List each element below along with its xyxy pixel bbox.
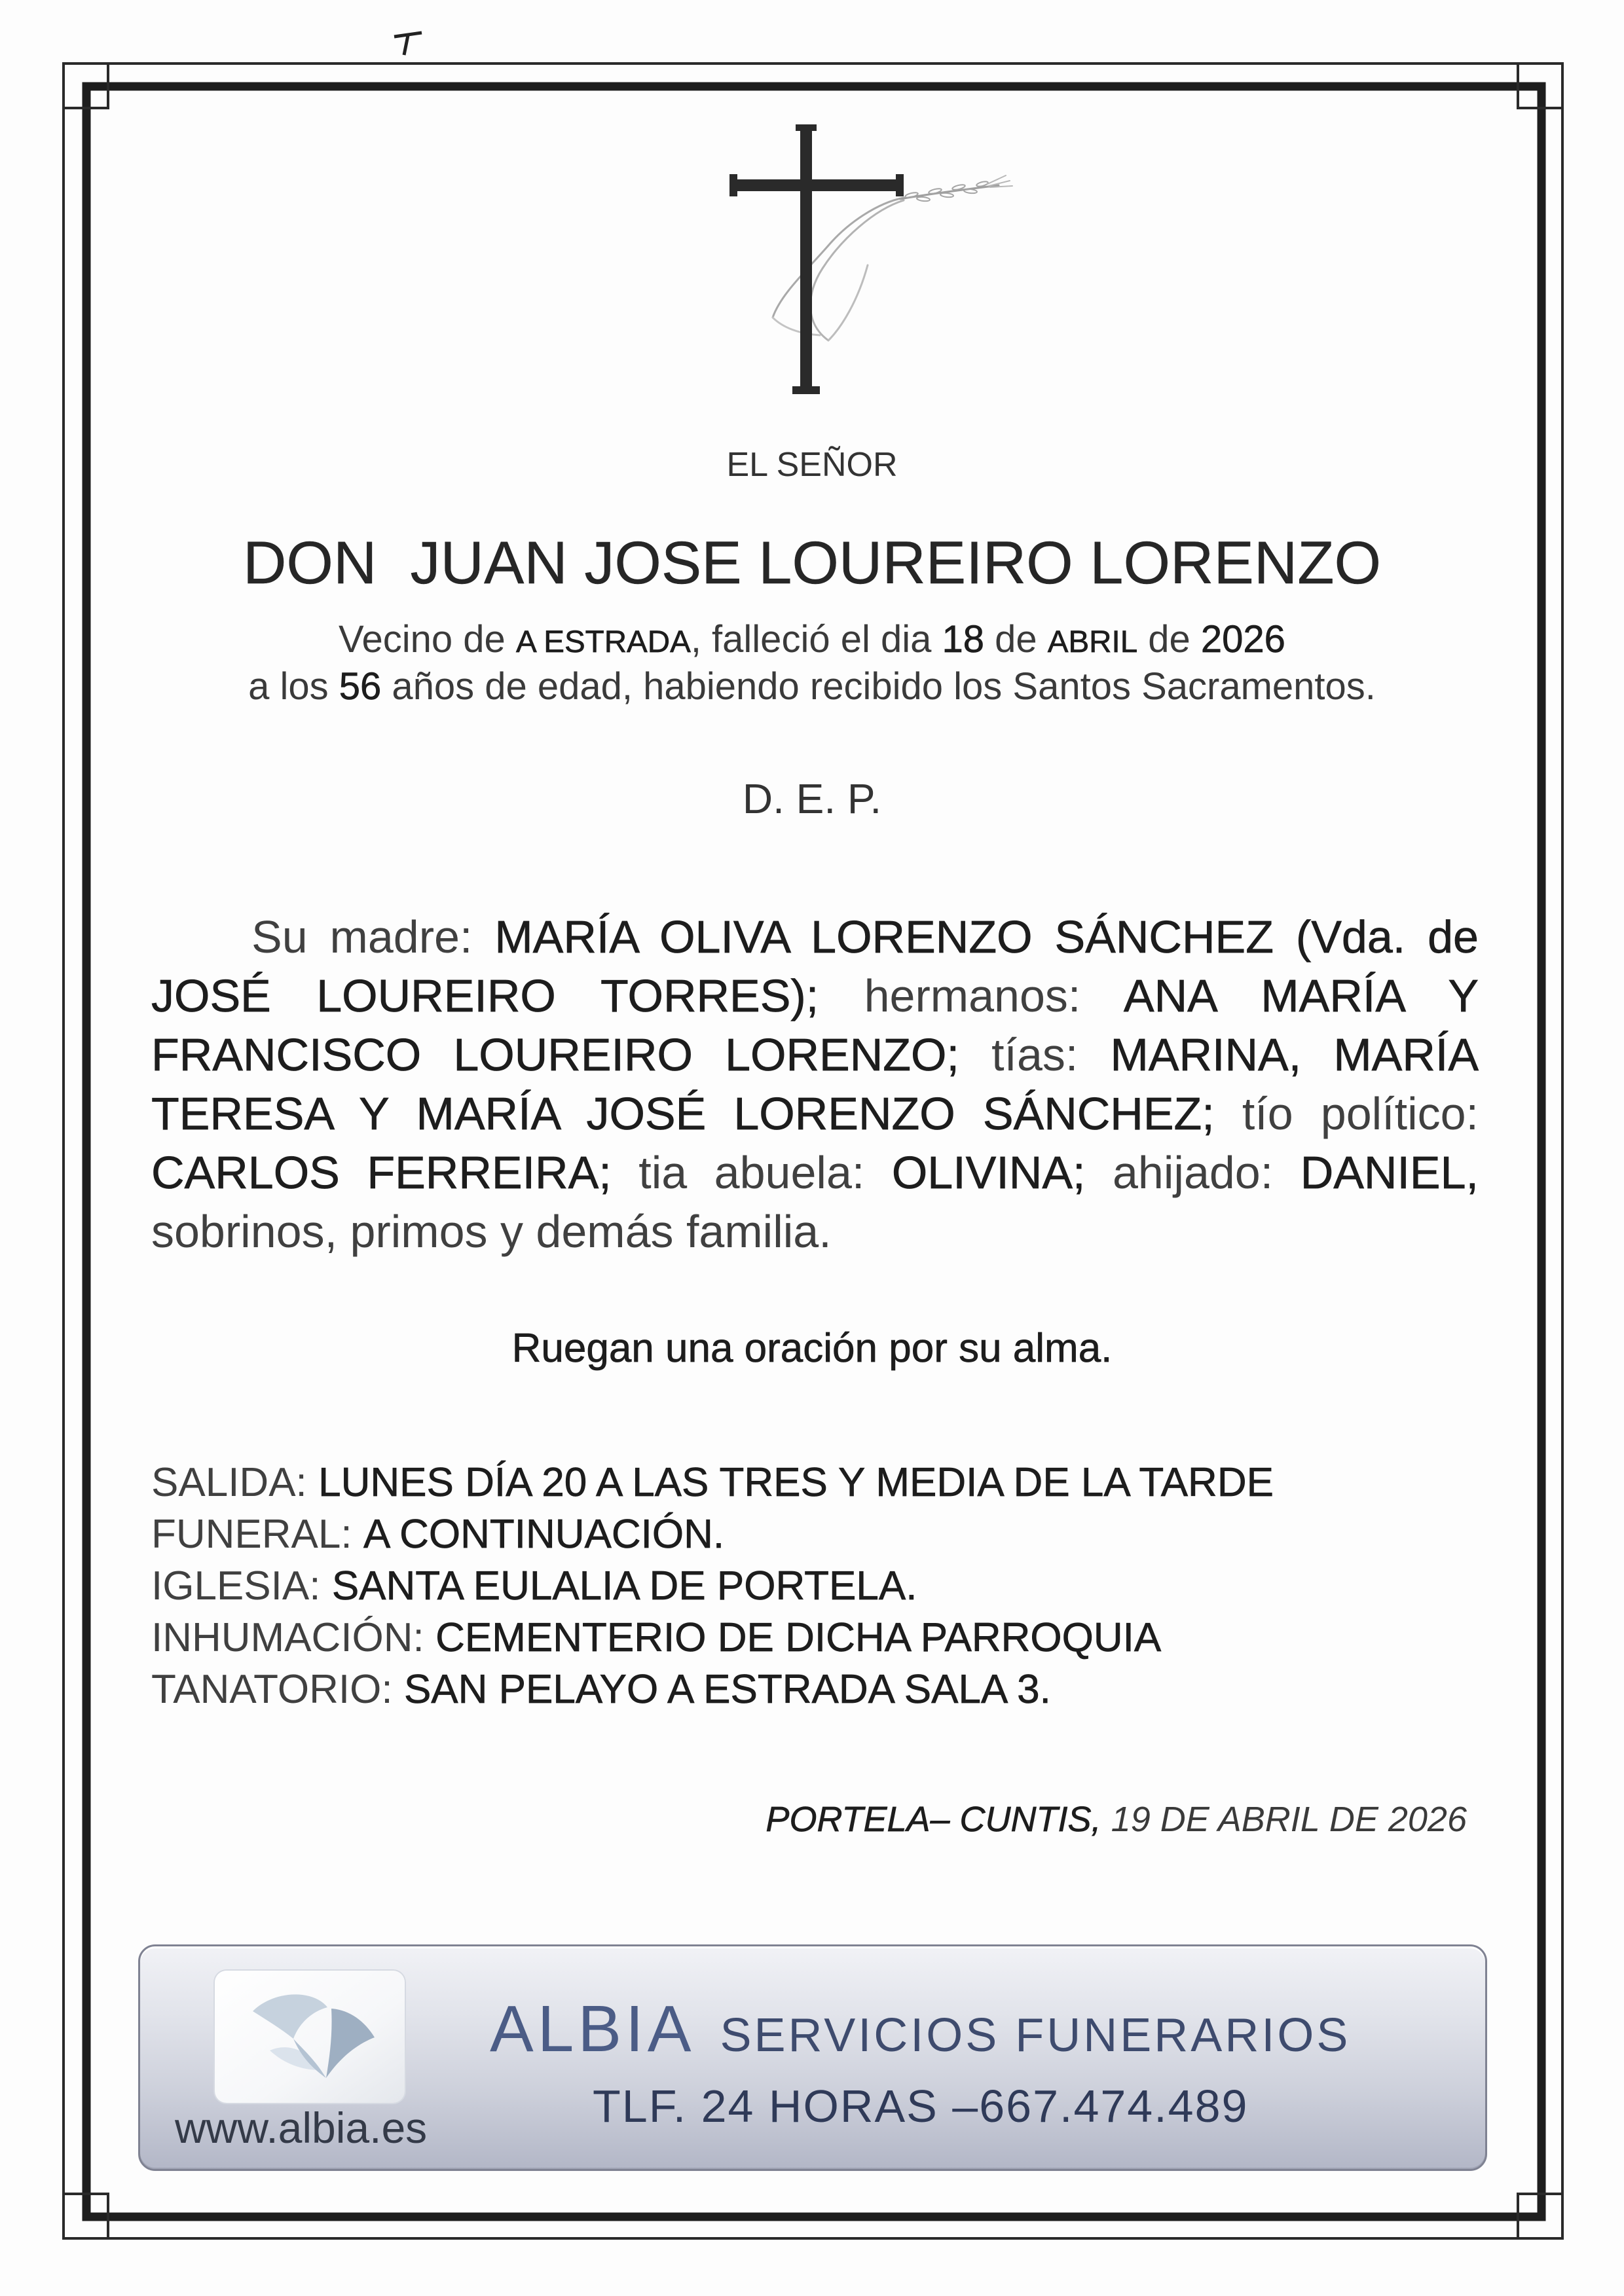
residence-death-line xyxy=(0,616,1624,666)
family-line xyxy=(151,1143,1479,1202)
service-row-iglesia xyxy=(151,1560,1274,1612)
place-date xyxy=(766,1798,1467,1840)
brand-tagline: SERVICIOS FUNERARIOS xyxy=(720,2009,1351,2062)
details-text: a los xyxy=(248,665,339,708)
funeral-home-banner xyxy=(138,1944,1487,2171)
relative-name: JOSÉ LOUREIRO TORRES); xyxy=(151,970,819,1021)
service-value: LUNES DÍA 20 A LAS TRES Y MEDIA DE LA TARDE xyxy=(318,1460,1274,1505)
rip-abbreviation: D. E. P. xyxy=(742,775,882,822)
service-label: INHUMACIÓN: xyxy=(151,1615,424,1660)
family-line xyxy=(151,907,1479,966)
website-url: www.albia.es xyxy=(175,2104,428,2152)
relative-name: DANIEL, xyxy=(1300,1147,1479,1198)
honorific: EL SEÑOR xyxy=(726,446,898,484)
relation-label: hermanos: xyxy=(819,970,1124,1021)
relative-name: CARLOS FERREIRA; xyxy=(151,1147,612,1198)
relation-label: tia abuela: xyxy=(611,1147,892,1198)
service-label: TANATORIO: xyxy=(151,1667,393,1712)
service-label: IGLESIA: xyxy=(151,1563,321,1609)
service-schedule xyxy=(151,1457,1274,1715)
family-line xyxy=(151,1084,1479,1143)
death-day: 18 xyxy=(942,618,984,661)
scan-mark xyxy=(390,29,427,58)
service-label: FUNERAL: xyxy=(151,1512,352,1557)
family-line xyxy=(151,1202,1479,1261)
phone-number: TLF. 24 HORAS –667.474.489 xyxy=(593,2081,1249,2132)
town: A ESTRADA xyxy=(515,625,691,659)
service-value: A CONTINUACIÓN. xyxy=(363,1512,725,1557)
relation-label: ahijado: xyxy=(1085,1147,1301,1198)
family-line xyxy=(151,966,1479,1025)
service-row-funeral xyxy=(151,1508,1274,1560)
details-text: Vecino de xyxy=(339,618,516,661)
relation-label: sobrinos, primos y demás familia. xyxy=(151,1206,832,1257)
albia-logo-icon xyxy=(215,1971,405,2103)
brand-row xyxy=(490,1992,1351,2066)
age: 56 xyxy=(339,665,382,708)
relative-name: TERESA Y MARÍA JOSÉ LORENZO SÁNCHEZ; xyxy=(151,1088,1215,1139)
relative-name: ANA MARÍA Y xyxy=(1123,970,1479,1021)
service-value: CEMENTERIO DE DICHA PARROQUIA xyxy=(435,1615,1162,1660)
family-paragraph xyxy=(151,907,1479,1261)
relative-name: MARINA, MARÍA xyxy=(1110,1029,1479,1080)
deceased-name: DON JUAN JOSE LOUREIRO LORENZO xyxy=(242,530,1382,596)
details-text: , falleció el dia xyxy=(690,618,942,661)
cross-ornament xyxy=(707,118,1022,406)
relation-label: tías: xyxy=(959,1029,1111,1080)
signature-place: PORTELA– CUNTIS, xyxy=(766,1800,1101,1839)
service-value: SANTA EULALIA DE PORTELA. xyxy=(331,1563,917,1609)
relation-label: tío político: xyxy=(1214,1088,1479,1139)
signature-date: 19 DE ABRIL DE 2026 xyxy=(1111,1800,1467,1839)
details-text: de xyxy=(1137,618,1201,661)
family-line xyxy=(151,1025,1479,1084)
death-year: 2026 xyxy=(1200,618,1285,661)
service-row-salida xyxy=(151,1457,1274,1508)
service-row-tanatorio xyxy=(151,1664,1274,1715)
relative-name: FRANCISCO LOUREIRO LORENZO; xyxy=(151,1029,959,1080)
details-text: años de edad, habiendo recibido los Santos Sacramentos. xyxy=(381,665,1376,708)
service-row-inhumacion xyxy=(151,1612,1274,1664)
age-sacraments-line xyxy=(0,663,1624,710)
death-month: ABRIL xyxy=(1047,625,1138,659)
prayer-request: Ruegan una oración por su alma. xyxy=(511,1326,1113,1371)
details-text: de xyxy=(984,618,1048,661)
service-value: SAN PELAYO A ESTRADA SALA 3. xyxy=(403,1667,1051,1712)
relative-name: OLIVINA; xyxy=(891,1147,1086,1198)
relative-name: MARÍA OLIVA LORENZO SÁNCHEZ (Vda. de xyxy=(494,911,1479,962)
service-label: SALIDA: xyxy=(151,1460,307,1505)
relation-label: Su madre: xyxy=(251,911,495,962)
brand-name: ALBIA xyxy=(490,1992,695,2066)
